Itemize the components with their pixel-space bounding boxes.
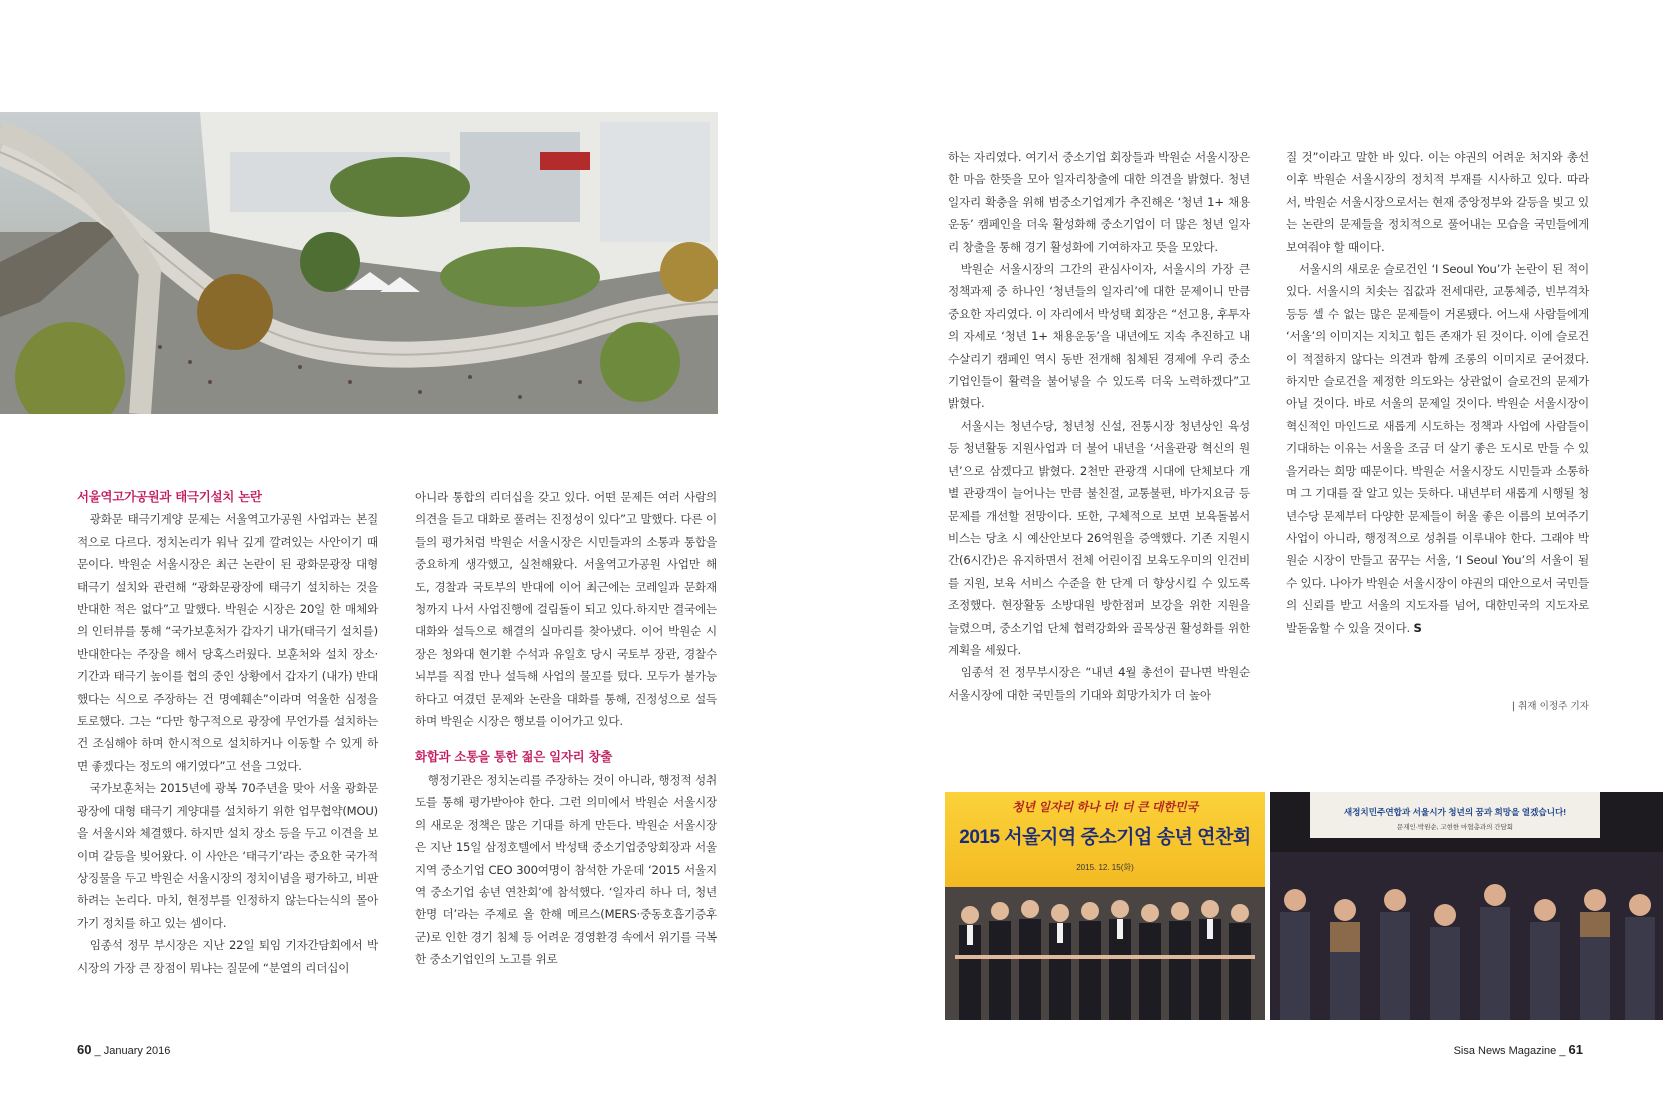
folio-text: January 2016 [103,1045,171,1057]
paragraph: 임종석 정무 부시장은 지난 22일 퇴임 기자간담회에서 박 시장의 가장 큰 장점이 뭐냐는 질문에 “분열의 리더십이 [77,938,378,975]
paragraph: 질 것”이라고 말한 바 있다. 이는 야권의 어려운 처지와 총선 이후 박원순 서울시장의 정치적 부재를 시사하고 있다. 따라서, 박원순 서울시장으로서는 현재 중앙정부와 갈등을 빚고 있는 논란의 문제들을 정치적으로 풀어내는 모습을 국민들에게 보여줘야 할 때이다. [1286,150,1589,254]
folio-number: 61 [1568,1042,1583,1057]
aerial-photo-seoul-station [0,112,718,414]
article-column-4 [1286,146,1589,639]
left-page [0,0,831,1096]
audience-graphic [1270,852,1663,1020]
people-group-graphic [945,887,1265,1020]
paragraph: 임종석 전 정무부시장은 “내년 4월 총선이 끝나면 박원순 서울시장에 대한 국민들의 기대와 희망가치가 더 높아 [948,665,1250,702]
byline: | 취재 이정주 기자 [1511,701,1589,712]
paragraph: 서울시는 청년수당, 청년청 신설, 전통시장 청년상인 육성 등 청년활동 지원사업과 더 불어 내년을 ‘서울관광 혁신의 원년’으로 삼겠다고 밝혔다. 2천만 관광객 시대에 단체보다 개별 관광객이 늘어나는 만큼 불친절, 교통불편, 바가지요금 등 문제를 개선할 전망이다. 또한, 구체적으로 보면 보육돌봄서비스는 당초 시 예산안보다 26억원을 증액했다. 기존 지원시간(6시간)은 유지하면서 전체 어린이집 보육도우미의 인건비를 지원, 보육 서비스 수준을 한 단계 더 향상시킬 수 있도록 조정했다. 현장활동 소방대원 방한점퍼 보강을 위한 지원을 늘렸으며, 중소기업 단체 협력강화와 골목상권 활성화를 위한 계획을 세웠다. [948,418,1250,657]
page-number-right [1454,1042,1583,1057]
paragraph-text: 서울시의 새로운 슬로건인 ‘I Seoul You’가 논란이 된 적이 있다. 서울시의 치솟는 집값과 전세대란, 교통체증, 빈부격차 등등 셀 수 없는 많은 문제들이 거론됐다. 어느새 사람들에게 ‘서울’의 이미지는 지치고 힘든 존재가 된 것이다. 이에 슬로건이 적절하지 않다는 의견과 함께 조롱의 이미지로 굳어졌다. 하지만 슬로건을 제정한 의도와는 상관없이 슬로건의 문제가 아닐 것이다. 바로 서울의 문제일 것이다. 박원순 서울시장이 혁신적인 마인드로 새롭게 시도하는 정책과 사업에 사람들이 기대하는 이유는 서울을 조금 더 살기 좋은 도시로 만들 수 있을거라는 희망 때문이다. 박원순 서울시장도 시민들과 소통하며 그 기대를 잘 알고 있는 듯하다. 내년부터 새롭게 시행될 청년수당 문제부터 다양한 문제들이 허울 좋은 이름의 보여주기 사업이 아니라, 행정적으로 성취를 이루내야 한다. 그래야 박원순 시장이 만들고 꿈꾸는 서울, ‘I Seoul You’의 서울이 될 수 있다. 나아가 박원순 서울시장이 야권의 대안으로서 국민들의 신뢰를 받고 서울의 지도자를 넘어, 대한민국의 지도자로 발돋움할 수 있을 것이다. [1286,262,1589,635]
paragraph: 광화문 태극기게양 문제는 서울역고가공원 사업과는 본질적으로 다르다. 정치논리가 워낙 깊게 깔려있는 사안이기 때문이다. 박원순 서울시장은 최근 논란이 된 광화문광장 대형 태극기 설치와 관련해 “광화문광장에 태극기 설치하는 것을 반대한 적은 없다”고 말했다. 박원순 시장은 20일 한 매체와의 인터뷰를 통해 “국가보훈처가 갑자기 내가(태극기 설치를) 반대한다는 주장을 해서 당혹스러웠다. 보훈처와 설치 장소·기간과 태극기 높이를 협의 중인 상황에서 갑자기 (내가) 반대했다는 식으로 주장하는 건 명예훼손”이라며 억울한 심정을 토로했다. 그는 “다만 항구적으로 광장에 무언가를 설치하는 건 조심해야 하며 한시적으로 설치하거나 이동할 수 있게 하면 좋겠다는 정도의 얘기였다”고 선을 그었다. [77,512,378,773]
article-column-3 [948,146,1250,706]
paragraph: 행정기관은 정치논리를 주장하는 것이 아니라, 행정적 성취도를 통해 평가받아야 한다. 그런 의미에서 박원순 서울시장의 새로운 정책은 많은 기대를 하게 만든다. 박원순 서울시장은 지난 15일 삼정호텔에서 박성택 중소기업중앙회장과 서울지역 중소기업 CEO 300여명이 참석한 가운데 ‘2015 서울지역 중소기업 송년 연찬회’에 참석했다. ‘일자리 하나 더, 청년 한명 더’라는 주제로 올 한해 메르스(MERS·중동호흡기증후군)로 인한 경기 침체 등 어려운 경영환경 속에서 위기를 극복한 중소기업인의 노고를 위로 [415,772,717,967]
end-mark: S [1413,620,1422,635]
paragraph: 아니라 통합의 리더십을 갖고 있다. 어떤 문제든 여러 사람의 의견을 듣고 대화로 풀려는 진정성이 있다”고 말했다. 다른 이들의 평가처럼 박원순 서울시장은 시민들과의 소통과 통합을 중요하게 생각했고, 실천해왔다. 서울역고가공원 사업만 해도, 경찰과 국토부의 반대에 이어 최근에는 코레일과 문화재청까지 나서 사업진행에 걸림돌이 되고 있다.하지만 결국에는 대화와 설득으로 해결의 실마리를 찾아냈다. 이어 박원순 시장은 청와대 현기환 수석과 유일호 당시 국토부 장관, 경찰수뇌부를 직접 만나 설득해 사업의 물꼬를 텄다. 모두가 불가능하다고 여겼던 문제와 논란을 대화를 통해, 진정성으로 설득하며 박원순 시장은 행보를 이어가고 있다. [415,490,717,729]
section-heading-2: 화합과 소통을 통한 젊은 일자리 창출 [415,749,613,765]
paragraph [1286,258,1589,639]
folio-number: 60 [77,1042,92,1057]
banner-date: 2015. 12. 15(화) [1076,863,1134,872]
article-column-1 [77,486,378,979]
right-page [831,0,1663,1096]
folio-text: Sisa News Magazine _ [1453,1045,1566,1057]
paragraph: 하는 자리였다. 여기서 중소기업 회장들과 박원순 서울시장은 한 마음 한뜻을 모아 일자리창출에 대한 의견을 밝혔다. 청년일자리 확충을 위해 범중소기업계가 추진해온 ‘청년 1+ 채용 운동’ 캠페인을 더욱 활성화해 중소기업이 더 많은 청년 일자리 창출을 통해 경기 활성화에 기여하자고 뜻을 모았다. [948,150,1250,254]
folio-separator: _ [94,1045,104,1057]
banner-title: 2015 서울지역 중소기업 송년 연찬회 [959,827,1251,848]
banner-line-2: 문재인·박원순, 고현한 마협총과의 간담회 [1396,824,1514,831]
page-number-left [77,1042,170,1057]
banner-line-1: 새정치민주연합과 서울시가 청년의 꿈과 희망을 열겠습니다! [1343,807,1567,817]
banner-top-text: 청년 일자리 하나 더! 더 큰 대한민국 [1011,800,1199,814]
photo-sme-year-end-event [945,792,1265,1020]
section-heading-1: 서울역고가공원과 태극기설치 논란 [77,489,262,504]
photo-youth-town-hall [1270,792,1663,1020]
paragraph: 국가보훈처는 2015년에 광복 70주년을 맞아 서울 광화문광장에 대형 태극기 게양대를 설치하기 위한 업무협약(MOU)을 서울시와 체결했다. 하지만 설치 장소 등을 두고 이견을 보이며 갈등을 빚어왔다. 이 사안은 ‘태극기’라는 중요한 국가적 상징물을 두고 박원순 서울시장의 정치이념을 평가하고, 비판하려는 논리다. 마치, 현정부를 인정하지 않는다는식의 몰아가기 정치를 하고 있는 셈이다. [77,781,378,930]
article-column-2 [415,486,717,971]
paragraph: 박원순 서울시장의 그간의 관심사이자, 서울시의 가장 큰 정책과제 중 하나인 ‘청년들의 일자리’에 대한 문제이니 만큼 중요한 자리였다. 이 자리에서 박성택 회장은 “선고용, 후투자의 자세로 ‘청년 1+ 채용운동’을 내년에도 지속 추진하고 내수살리기 캠페인 역시 동반 전개해 침체된 경제에 우리 중소기업인들이 활력을 불어넣을 수 있도록 더욱 노력하겠다”고 밝혔다. [948,262,1250,411]
